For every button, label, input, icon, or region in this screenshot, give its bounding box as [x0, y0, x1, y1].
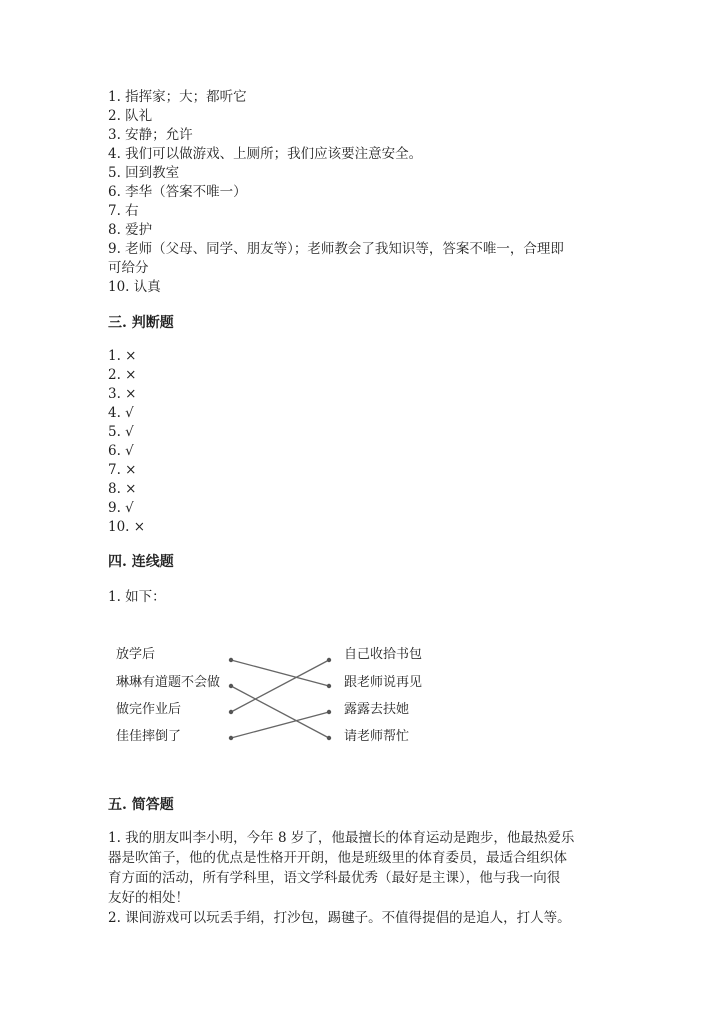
answer-line: 6. 李华（答案不唯一）	[108, 184, 247, 200]
short-answer-line: 1. 我的朋友叫李小明，今年 8 岁了，他最擅长的体育运动是跑步，他最热爱乐	[108, 830, 575, 846]
matching-endpoint	[327, 710, 331, 714]
judgement-answer: 9. √	[108, 500, 134, 516]
matching-left-item: 佳佳摔倒了	[116, 729, 182, 744]
short-answer-line: 育方面的活动，所有学科里，语文学科最优秀（最好是主课），他与我一向很	[108, 870, 561, 886]
matching-left-item: 做完作业后	[116, 702, 182, 717]
matching-endpoint	[327, 658, 331, 662]
matching-line	[231, 712, 329, 738]
matching-line	[231, 660, 329, 712]
section-heading-judgement: 三. 判断题	[108, 315, 174, 331]
judgement-answer: 2. ×	[108, 367, 137, 383]
matching-right-item: 跟老师说再见	[344, 675, 423, 690]
matching-left-item: 放学后	[116, 647, 156, 662]
short-answer-line: 友好的相处！	[108, 890, 189, 906]
judgement-answer: 3. ×	[108, 386, 137, 402]
matching-endpoint	[327, 684, 331, 688]
answer-line: 8. 爱护	[108, 222, 153, 238]
answer-line: 10. 认真	[108, 279, 161, 295]
answer-line: 2. 队礼	[108, 108, 153, 124]
answer-line: 4. 我们可以做游戏、上厕所；我们应该要注意安全。	[108, 146, 423, 162]
matching-left-item: 琳琳有道题不会做	[116, 675, 221, 690]
section-heading-short-answer: 五. 简答题	[108, 797, 174, 813]
answer-line: 可给分	[108, 260, 149, 276]
matching-endpoint	[327, 736, 331, 740]
judgement-answer: 6. √	[108, 443, 134, 459]
answer-line: 5. 回到教室	[108, 165, 180, 181]
judgement-answer: 7. ×	[108, 462, 137, 478]
matching-right-item: 露露去扶她	[344, 702, 410, 717]
judgement-answer: 10. ×	[108, 519, 146, 535]
answer-line: 9. 老师（父母、同学、朋友等）；老师教会了我知识等，答案不唯一，合理即	[108, 241, 564, 257]
matching-endpoint	[229, 710, 233, 714]
answer-line: 1. 指挥家；大；都听它	[108, 89, 247, 105]
section-heading-matching: 四. 连线题	[108, 554, 174, 570]
matching-intro: 1. 如下：	[108, 589, 166, 605]
judgement-answer: 1. ×	[108, 348, 137, 364]
judgement-answer: 8. ×	[108, 481, 137, 497]
judgement-answer: 5. √	[108, 424, 134, 440]
matching-endpoint	[229, 684, 233, 688]
matching-line	[231, 686, 329, 738]
matching-endpoint	[229, 658, 233, 662]
matching-endpoint	[229, 736, 233, 740]
matching-line	[231, 660, 329, 686]
answer-line: 3. 安静；允许	[108, 127, 193, 143]
short-answer-line: 2. 课间游戏可以玩丢手绢，打沙包，踢毽子。不值得提倡的是追人，打人等。	[108, 910, 571, 926]
matching-right-item: 自己收拾书包	[344, 647, 423, 662]
short-answer-line: 器是吹笛子，他的优点是性格开开朗，他是班级里的体育委员，最适合组织体	[108, 850, 567, 866]
judgement-answer: 4. √	[108, 405, 134, 421]
matching-right-item: 请老师帮忙	[344, 729, 410, 744]
answer-line: 7. 右	[108, 203, 139, 219]
